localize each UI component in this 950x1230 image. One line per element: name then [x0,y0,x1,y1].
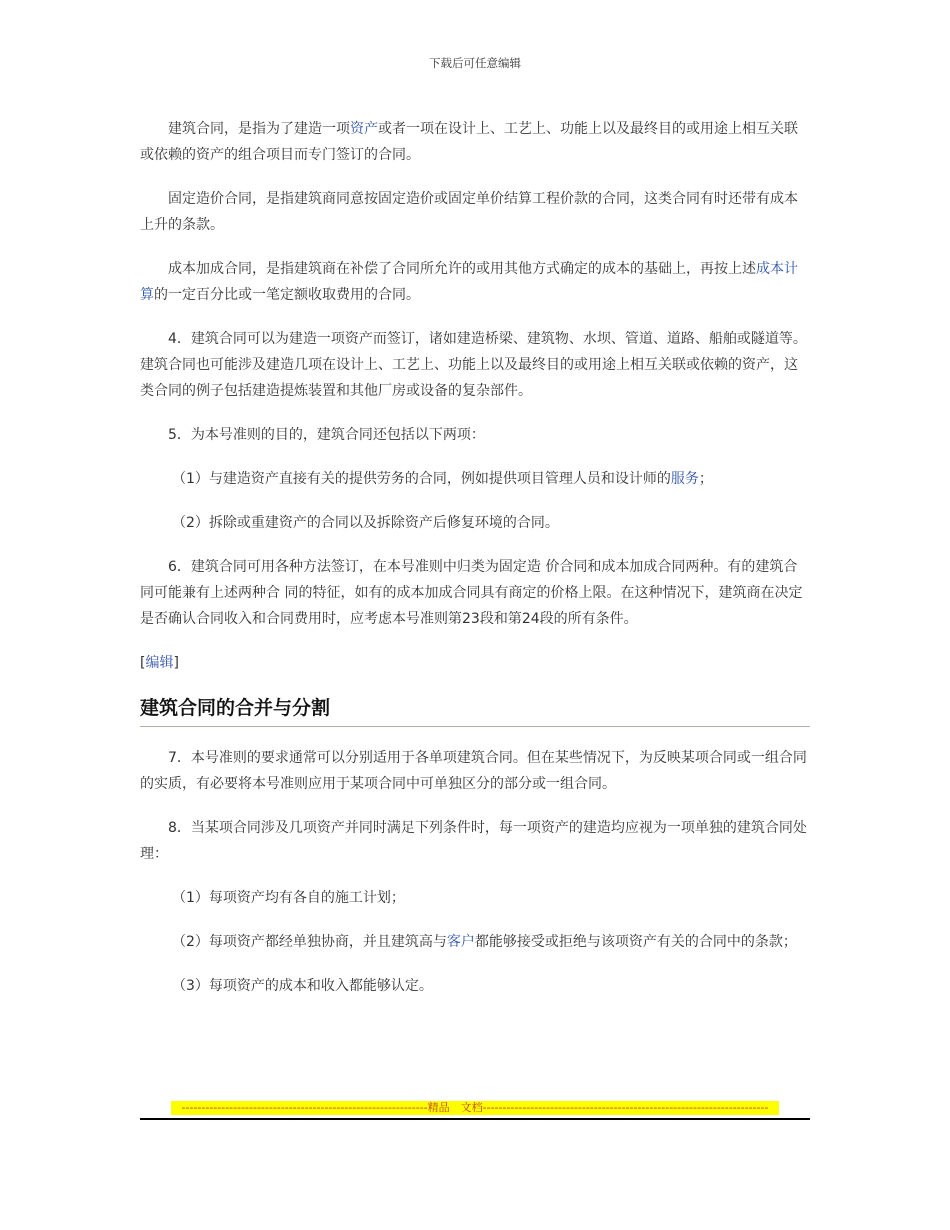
paragraph-definition-contract: 建筑合同，是指为了建造一项资产或者一项在设计上、工艺上、功能上以及最终目的或用途上相互关联或依赖的资产的组合项目而专门签订的合同。 [140,121,798,163]
section-title: 建筑合同的合并与分割 [140,694,810,727]
link-asset[interactable]: 资产 [350,121,378,137]
link-customer[interactable]: 客户 [446,934,475,950]
paragraph-8: 8．当某项合同涉及几项资产并同时满足下列条件时，每一项资产的建造均应视为一项单独的建筑合同处理： [140,820,807,862]
footer-divider [140,1118,810,1120]
paragraph-7: 7．本号准则的要求通常可以分别适用于各单项建筑合同。但在某些情况下，为反映某项合同或一组合同的实质，有必要将本号准则应用于某项合同中可单独区分的部分或一组合同。 [140,750,807,792]
paragraph-8-item-3: （3）每项资产的成本和收入都能够认定。 [172,978,433,994]
document-body [140,116,810,1017]
paragraph-5-item-2: （2）拆除或重建资产的合同以及拆除资产后修复环境的合同。 [172,515,559,531]
paragraph-fixed-price: 固定造价合同，是指建筑商同意按固定造价或固定单价结算工程价款的合同，这类合同有时还带有成本上升的条款。 [140,191,798,233]
paragraph-8-item-1: （1）每项资产均有各自的施工计划； [172,890,405,906]
paragraph-5: 5．为本号准则的目的，建筑合同还包括以下两项： [168,427,485,443]
footer-banner: --------------------------------------------------------------精品 文档------------------------------------------------------------------------ [171,1101,779,1115]
paragraph-4: 4．建筑合同可以为建造一项资产而签订，诸如建造桥梁、建筑物、水坝、管道、道路、船舶或隧道等。建筑合同也可能涉及建造几项在设计上、工艺上、功能上以及最终目的或用途上相互关联或依赖的资产，这类合同的例子包括建造提炼装置和其他厂房或设备的复杂部件。 [140,331,807,399]
paragraph-cost-plus: 成本加成合同，是指建筑商在补偿了合同所允许的或用其他方式确定的成本的基础上，再按上述成本计算的一定百分比或一笔定额收取费用的合同。 [140,261,798,303]
paragraph-5-item-1: （1）与建造资产直接有关的提供劳务的合同，例如提供项目管理人员和设计师的服务； [172,471,713,487]
paragraph-8-item-2: （2）每项资产都经单独协商，并且建筑高与客户都能够接受或拒绝与该项资产有关的合同中的条款； [172,934,797,950]
page-header: 下载后可任意编辑 [429,56,521,70]
link-service[interactable]: 服务 [670,471,699,487]
edit-link[interactable]: 编辑 [145,655,174,671]
link-cost-accounting[interactable]: 成本计算 [140,261,798,303]
paragraph-6: 6．建筑合同可用各种方法签订，在本号准则中归类为固定造 价合同和成本加成合同两种。有的建筑合同可能兼有上述两种合 同的特征，如有的成本加成合同具有商定的价格上限。在这种情况下，建筑商在决定是否确认合同收入和合同费用时，应考虑本号准则第23段和第24段的所有条件。 [140,559,803,627]
edit-section-link: [编辑] [140,655,179,671]
